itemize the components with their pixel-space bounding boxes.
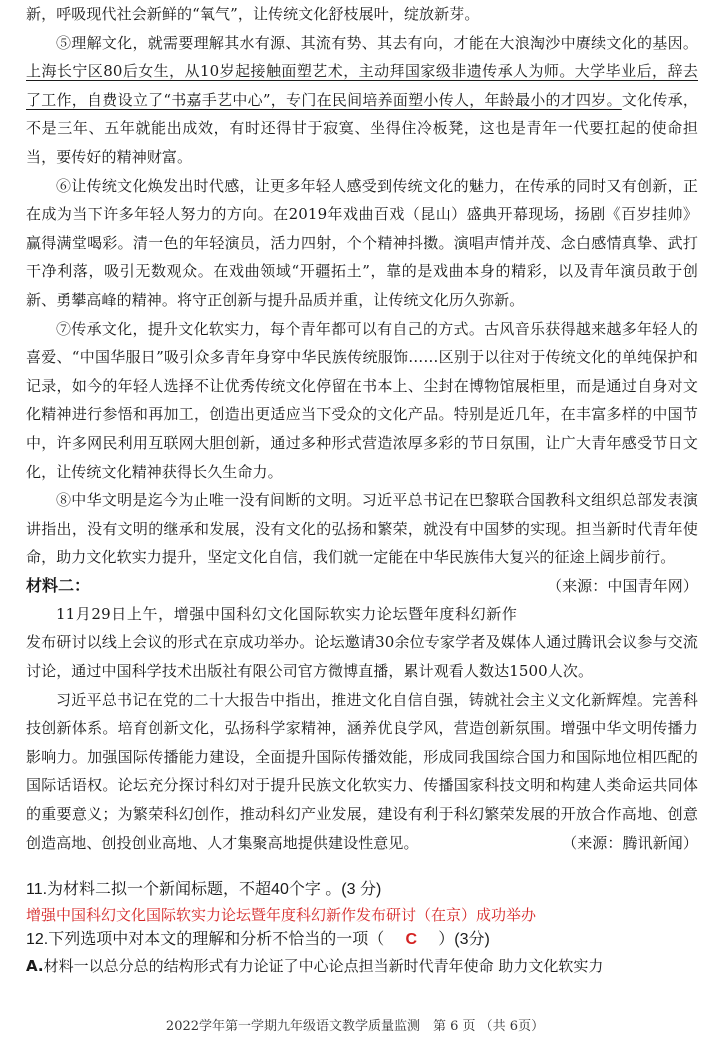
paragraph-8-text: ⑧中华文明是迄今为止唯一没有间断的文明。习近平总书记在巴黎联合国教科文组织总部发表演讲指出，没有文明的继承和发展，没有文化的弘扬和繁荣，就没有中国梦的实现。担当新时代青年使命，助力文化软实力提升，坚定文化自信，我们就一定能在中华民族伟大复兴的征途上阔步前行。 — [26, 491, 698, 567]
paragraph-5-conclusion: 文化传承，不是三年、五年就能出成效，有时还得甘于寂寞、坐得住冷板凳，这也是青年一代要扛起的使命担当，要传好的精神财富。 — [26, 90, 698, 166]
question-12-prompt: 12.下列选项中对本文的理解和分析不恰当的一项（ — [26, 931, 385, 949]
paragraph-5-intro: ⑤理解文化，就需要理解其水有源、其流有势、其去有向，才能在大浪淘沙中赓续文化的基因。 — [56, 33, 698, 52]
paragraph-5 — [0, 29, 710, 172]
paragraph-7: ⑦传承文化，提升文化软实力，每个青年都可以有自己的方式。古风音乐获得越来越多年轻人的喜爱、“中国华服日”吸引众多青年身穿中华民族传统服饰……区别于以往对于传统文化的单纯保护和记录，如今的年轻人选择不让优秀传统文化停留在书本上、尘封在博物馆展柜里，而是通过自身对文化精神进行参悟和再加工，创造出更适应当下受众的文化产品。特别是近几年，在丰富多样的中国节中，许多网民利用互联网大胆创新，通过多种形式营造浓厚多彩的节日氛围，让广大青年感受节日文化，让传统文化精神获得长久生命力。 — [26, 319, 698, 481]
paragraph-6: ⑥让传统文化焕发出时代感，让更多年轻人感受到传统文化的魅力，在传承的同时又有创新，正在成为当下许多年轻人努力的方向。在2019年戏曲百戏（昆山）盛典开幕现场，扬剧《百岁挂帅》赢得满堂喝彩。清一色的年轻演员，活力四射，个个精神抖擞。演唱声情并茂、念白感情真挚、武打干净利落，吸引无数观众。在戏曲领域“开疆拓土”，靠的是戏曲本身的精彩，以及青年演员敢于创新、勇攀高峰的精神。将守正创新与提升品质并重，让传统文化历久弥新。 — [26, 176, 698, 309]
spacer — [0, 857, 710, 877]
source-tencent-news: （来源：腾讯新闻） — [562, 833, 698, 852]
question-11: 11.为材料二拟一个新闻标题，不超40个字 。(3 分) — [26, 881, 382, 899]
option-a-text: 材料一以总分总的结构形式有力论证了中心论点担当新时代青年使命 助力文化软实力 — [43, 957, 604, 976]
option-a-label: A. — [26, 957, 44, 976]
paragraph-4-end: 新，呼吸现代社会新鲜的“氧气”，让传统文化舒枝展叶，绽放新芽。 — [26, 5, 480, 23]
material-2-paragraph-2 — [0, 686, 710, 858]
material-2-paragraph-1: 11月29日上午，增强中国科幻文化国际软实力论坛暨年度科幻新作发布研讨以线上会议的形式在京成功举办。论坛邀请30余位专家学者及媒体人通过腾讯会议参与交流讨论，通过中国科学技术出版社有限公司官方微博直播，累计观看人数达1500人次。 — [26, 604, 698, 681]
option-a — [0, 953, 710, 979]
question-12 — [0, 927, 710, 953]
question-11-answer: 增强中国科幻文化国际软实力论坛暨年度科幻新作发布研讨（在京）成功举办 — [26, 906, 537, 925]
question-12-answer-choice: C — [405, 931, 418, 949]
source-china-youth-net: （来源：中国青年网） — [546, 576, 698, 595]
material-2-paragraph-2-text: 习近平总书记在党的二十大报告中指出，推进文化自信自强，铸就社会主义文化新辉煌。完善科技创新体系。培育创新文化，弘扬科学家精神，涵养优良学风，营造创新氛围。增强中华文明传播力影响力。加强国际传播能力建设，全面提升国际传播效能，形成同我国综合国力和国际地位相匹配的国际话语权。论坛充分探讨科幻对于提升民族文化软实力、传播国家科技文明和构建人类命运共同体的重要意义；为繁荣科幻创作，推动科幻产业发展，建设有利于科幻繁荣发展的开放合作高地、创意创造高地、创投创业高地、人才集聚高地提供建设性意见。 — [26, 690, 698, 852]
page-footer: 2022学年第一学期九年级语文教学质量监测 第 6 页 （共 6页） — [165, 1019, 545, 1034]
material-2-heading: 材料二： — [26, 575, 91, 595]
question-12-points: ）(3分) — [438, 931, 490, 949]
paragraph-5-underlined-example: 上海长宁区80后女生，从10岁起接触面塑艺术，主动拜国家级非遗传承人为师。大学毕业后，辞去了工作，自费设立了“书嘉手艺中心”，专门在民间培养面塑小传人，年龄最小的才四岁。 — [26, 62, 698, 109]
